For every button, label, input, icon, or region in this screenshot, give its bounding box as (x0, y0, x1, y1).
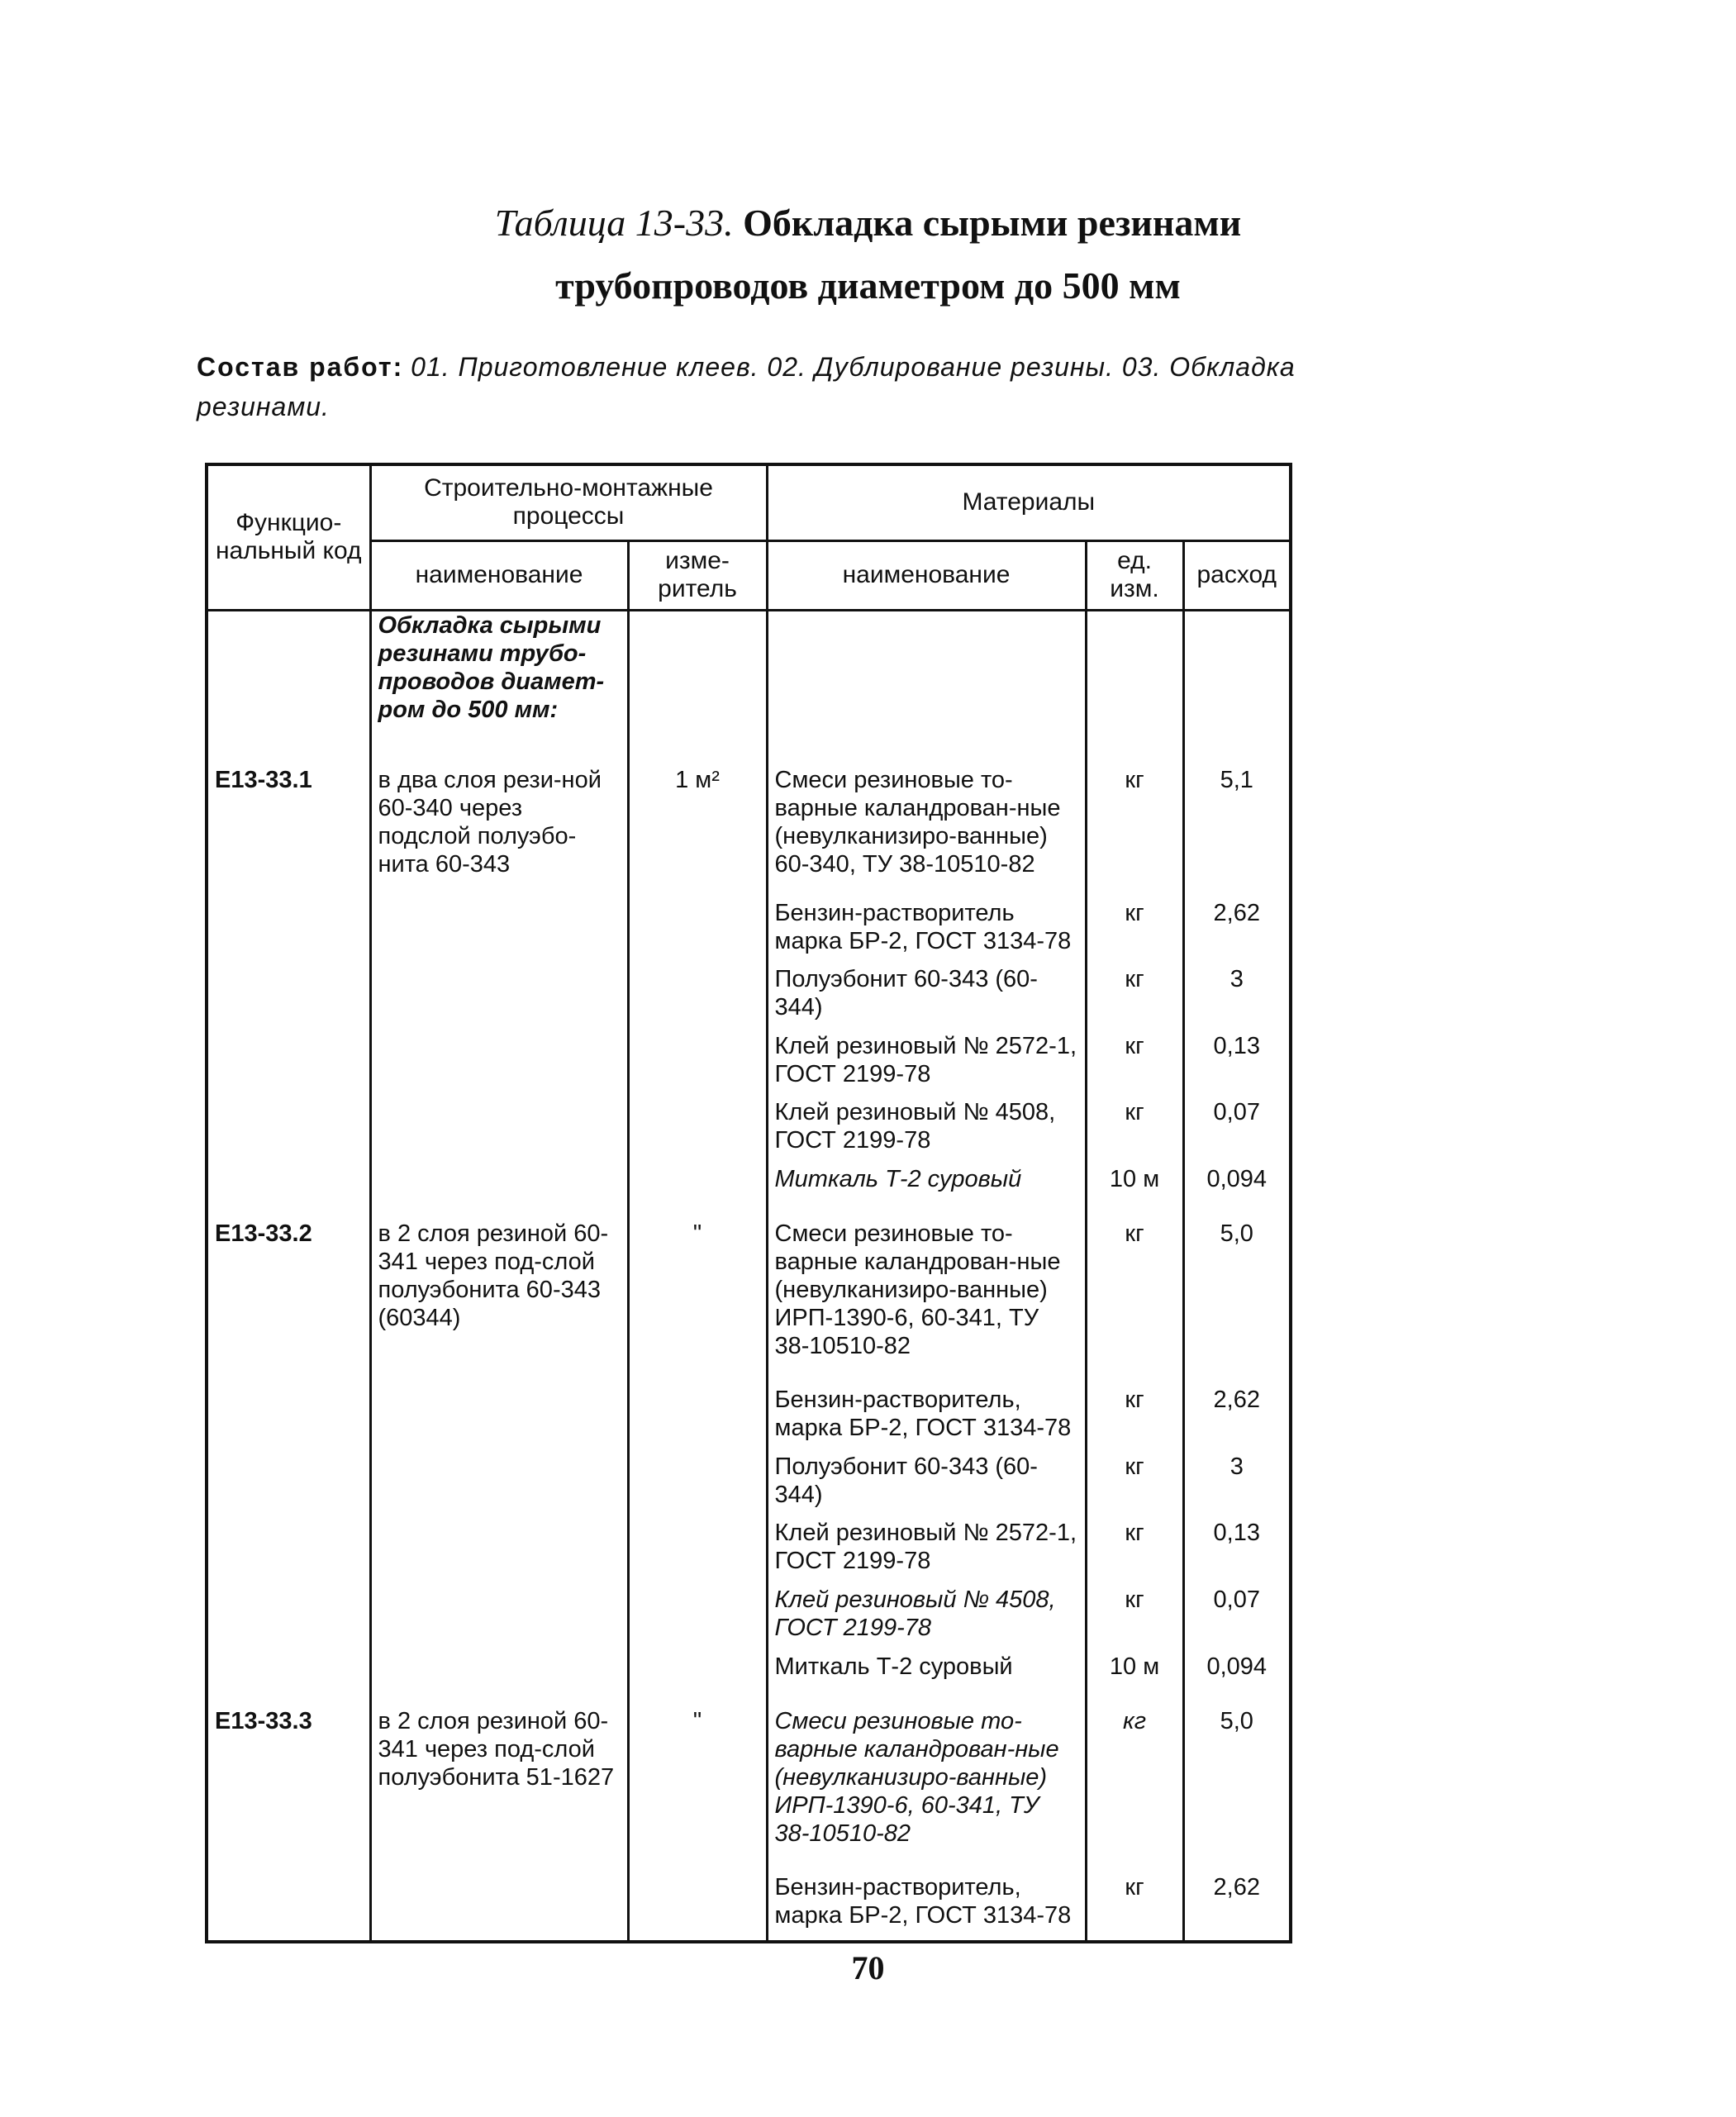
work-composition (197, 347, 1296, 426)
material-unit: кг (1086, 1032, 1183, 1099)
material-name: Смеси резиновые то-варные каландрован-ные (невулканизиро-ванные) ИРП-1390-6, 60-341, ТУ 38-10510-82 (767, 1707, 1086, 1873)
table-row (207, 1220, 1291, 1386)
material-unit: кг (1086, 899, 1183, 966)
material-name: Миткаль Т-2 суровый (767, 1653, 1086, 1686)
material-qty: 2,62 (1183, 1386, 1291, 1453)
material-name: Бензин-растворитель, марка БР-2, ГОСТ 3134-78 (767, 1873, 1086, 1940)
table-title (0, 192, 1736, 317)
material-qty: 2,62 (1183, 899, 1291, 966)
material-qty: 0,07 (1183, 1098, 1291, 1165)
composition-text: 01. Приготовление клеев. 02. Дублирование резины. 03. Обкладка резинами. (197, 352, 1296, 421)
table-row (207, 766, 1291, 899)
material-name: Клей резиновый № 2572-1, ГОСТ 2199-78 (767, 1519, 1086, 1586)
material-name: Клей резиновый № 4508, ГОСТ 2199-78 (767, 1098, 1086, 1165)
material-unit: кг (1086, 766, 1183, 899)
material-qty: 0,094 (1183, 1653, 1291, 1686)
title-bold-1: Обкладка сырыми резинами (743, 202, 1242, 244)
category-label: Обкладка сырыми резинами трубо-проводов диамет-ром до 500 мм: (370, 610, 628, 745)
material-name: Клей резиновый № 4508, ГОСТ 2199-78 (767, 1586, 1086, 1653)
header-unit: ед. изм. (1086, 540, 1183, 610)
material-unit: кг (1086, 1098, 1183, 1165)
material-qty: 3 (1183, 965, 1291, 1032)
process-name: в 2 слоя резиной 60-341 через под-слой полуэбонита 60-343 (60344) (370, 1220, 628, 1686)
material-unit: кг (1086, 1707, 1183, 1873)
title-bold-2: трубопроводов диаметром до 500 мм (555, 264, 1181, 307)
process-meter: " (628, 1220, 767, 1686)
material-unit: кг (1086, 1873, 1183, 1940)
material-unit: кг (1086, 1220, 1183, 1386)
func-code: Е13-33.3 (207, 1707, 370, 1942)
material-qty: 5,1 (1183, 766, 1291, 899)
category-row (207, 610, 1291, 745)
material-unit: 10 м (1086, 1165, 1183, 1198)
material-qty: 2,62 (1183, 1873, 1291, 1940)
func-code: Е13-33.2 (207, 1220, 370, 1686)
material-name: Бензин-растворитель марка БР-2, ГОСТ 3134-78 (767, 899, 1086, 966)
material-name: Бензин-растворитель, марка БР-2, ГОСТ 3134-78 (767, 1386, 1086, 1453)
material-unit: кг (1086, 1586, 1183, 1653)
header-proc-name: наименование (370, 540, 628, 610)
material-unit: кг (1086, 965, 1183, 1032)
material-name: Миткаль Т-2 суровый (767, 1165, 1086, 1198)
func-code: Е13-33.1 (207, 766, 370, 1198)
material-unit: 10 м (1086, 1653, 1183, 1686)
material-unit: кг (1086, 1453, 1183, 1520)
material-qty: 0,094 (1183, 1165, 1291, 1198)
process-meter: 1 м² (628, 766, 767, 1198)
header-func-code: Функцио-нальный код (207, 464, 370, 610)
process-meter: " (628, 1707, 767, 1942)
material-qty: 0,13 (1183, 1032, 1291, 1099)
material-unit: кг (1086, 1386, 1183, 1453)
title-line-1 (0, 192, 1736, 255)
norms-table (205, 463, 1292, 1943)
title-lead: Таблица 13-33. (494, 202, 734, 244)
process-name: в 2 слоя резиной 60-341 через под-слой полуэбонита 51-1627 (370, 1707, 628, 1942)
material-unit: кг (1086, 1519, 1183, 1586)
material-qty: 5,0 (1183, 1220, 1291, 1386)
material-name: Полуэбонит 60-343 (60-344) (767, 965, 1086, 1032)
material-qty: 5,0 (1183, 1707, 1291, 1873)
header-consumption: расход (1183, 540, 1291, 610)
header-mat-name: наименование (767, 540, 1086, 610)
table-row (207, 1707, 1291, 1873)
composition-label: Состав работ: (197, 352, 404, 382)
header-processes: Строительно-монтажные процессы (370, 464, 767, 540)
material-name: Смеси резиновые то-варные каландрован-ные (невулканизиро-ванные) ИРП-1390-6, 60-341, ТУ 38-10510-82 (767, 1220, 1086, 1386)
material-name: Полуэбонит 60-343 (60-344) (767, 1453, 1086, 1520)
header-meter: изме-ритель (628, 540, 767, 610)
material-name: Смеси резиновые то-варные каландрован-ные (невулканизиро-ванные) 60-340, ТУ 38-10510-82 (767, 766, 1086, 899)
title-line-2 (0, 255, 1736, 317)
material-qty: 3 (1183, 1453, 1291, 1520)
process-name: в два слоя рези-ной 60-340 через подслой полуэбо-нита 60-343 (370, 766, 628, 1198)
material-qty: 0,07 (1183, 1586, 1291, 1653)
header-materials: Материалы (767, 464, 1291, 540)
material-qty: 0,13 (1183, 1519, 1291, 1586)
page-number: 70 (851, 1949, 885, 1986)
material-name: Клей резиновый № 2572-1, ГОСТ 2199-78 (767, 1032, 1086, 1099)
